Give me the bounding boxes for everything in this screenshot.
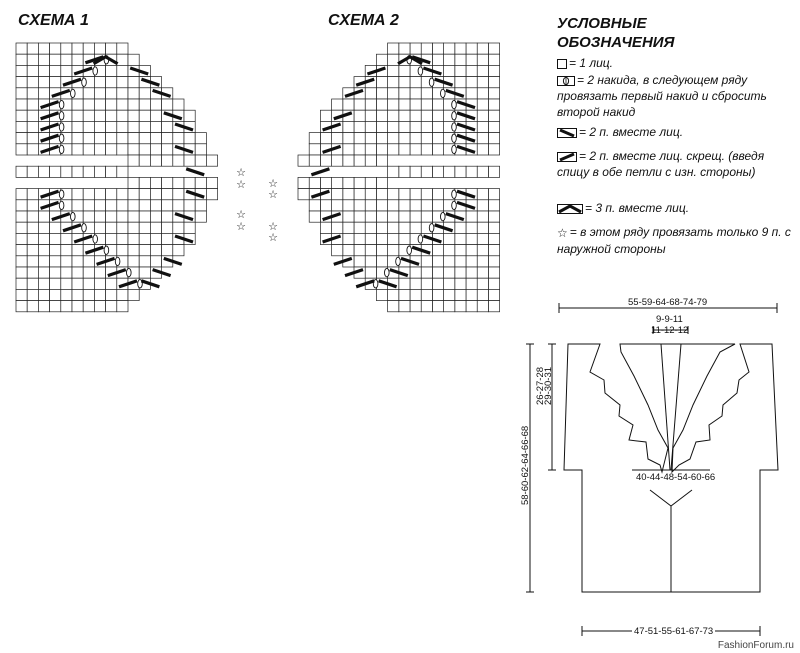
star-marker: ☆ xyxy=(268,231,278,244)
neck-width-label-b: 11-12-12 xyxy=(651,325,689,336)
waist-width-label: 40-44-48-54-60-66 xyxy=(636,472,716,483)
bottom-width-label: 47-51-55-61-67-73 xyxy=(634,626,714,637)
star-marker: ☆ xyxy=(268,220,278,233)
neck-width-label-a: 9-9-11 xyxy=(656,314,683,325)
legend-title-line2: ОБОЗНАЧЕНИЯ xyxy=(557,34,675,51)
legend-item-text: = 1 лиц. xyxy=(569,56,613,70)
collar-point xyxy=(650,490,692,506)
legend-item-text: = в этом ряду провязать только 9 п. с наружной стороны xyxy=(557,225,791,256)
schema-2-title: СХЕМА 2 xyxy=(328,12,399,29)
star-marker: ☆ xyxy=(236,178,246,191)
star-marker: ☆ xyxy=(268,177,278,190)
star-marker: ☆ xyxy=(268,188,278,201)
star-marker: ☆ xyxy=(236,208,246,221)
star-icon: ☆ xyxy=(557,225,568,240)
front-edge-right xyxy=(671,344,681,470)
sleeve-height-label-a: 26-27-28 xyxy=(535,366,546,405)
total-height-label: 58-60-62-64-66-68 xyxy=(520,425,531,505)
star-marker: ☆ xyxy=(236,220,246,233)
site-credit: FashionForum.ru xyxy=(717,640,794,651)
legend-title-line1: УСЛОВНЫЕ xyxy=(557,15,647,32)
front-edge-left xyxy=(661,344,670,470)
top-width-label: 55-59-64-68-74-79 xyxy=(628,297,708,308)
legend-item-text: = 2 п. вместе лиц. xyxy=(579,125,684,139)
star-marker: ☆ xyxy=(236,166,246,179)
sleeve-height-label-b: 29-30-31 xyxy=(543,366,554,405)
legend-item-text: = 2 накида, в следующем ряду провязать первый накид и сбросить второй накид xyxy=(557,73,767,119)
legend-item-text: = 3 п. вместе лиц. xyxy=(585,201,690,215)
schema-1-title: СХЕМА 1 xyxy=(18,12,89,29)
legend-item-text: = 2 п. вместе лиц. скрещ. (введя спицу в обе петли с изн. стороны) xyxy=(557,149,765,179)
